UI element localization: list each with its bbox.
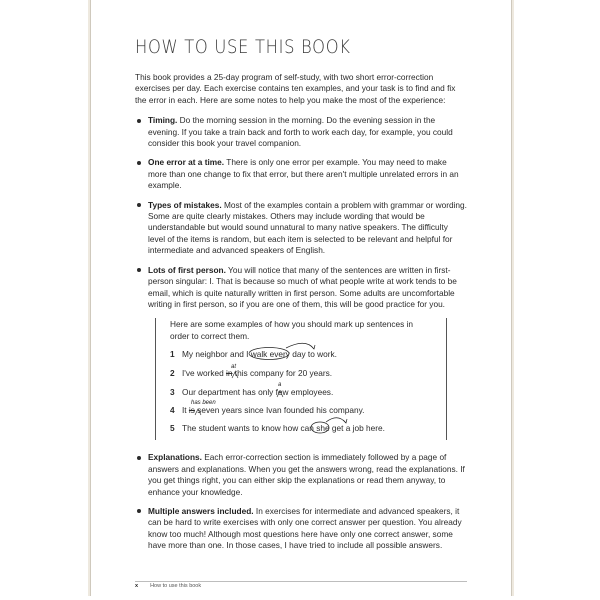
note-heading: One error at a time. (148, 157, 225, 168)
example-row (170, 423, 385, 433)
notes-list (135, 115, 467, 310)
note-text: There is only one error per example. You may need to make more than one change to fix that error, but there aren't multiple unrelated errors in an example. (148, 157, 459, 191)
example-text-post: this company for 20 years. (232, 368, 333, 379)
list-item (135, 452, 467, 498)
examples-intro: Here are some examples of how you should mark up sentences in order to correct them. (170, 319, 414, 341)
page-title: HOW TO USE THIS BOOK (135, 36, 351, 58)
example-row (170, 349, 337, 359)
book-page (90, 0, 512, 596)
example-number: 3 (170, 387, 175, 398)
page-content (135, 36, 467, 560)
list-item (135, 506, 467, 552)
list-item (135, 115, 467, 149)
struck-word: in (226, 368, 233, 379)
note-text: Most of the examples contain a problem with grammar or wording. Some are quite clearly mistakes. Others may include wording that would be understandable but would sound unnatural to many native speakers. The difficulty level of the items is random, but each item is selected to be relevant and helpful for intermediate and advanced speakers of English. (148, 199, 467, 256)
note-text: Each error-correction section is immediately followed by a page of answers and explanations. When you get the answers wrong, read the explanations. If you get things right, you can either skip the explanations or read them anyway, to enhance your knowledge. (148, 452, 465, 497)
example-row (170, 368, 332, 378)
bullet-icon (137, 456, 141, 460)
note-text: In exercises for intermediate and advanced speakers, it can be hard to write exercises with only one correct answer per question. You already know too much! Although most questions here have only one correct answer, some have more than one. In those cases, I have tried to include all possible answers. (148, 505, 462, 551)
note-text: Do the morning session in the morning. Do the evening session in the evening. If you take a train back and forth to work each day, for example, you could consider this book your travel companion. (148, 115, 453, 149)
note-heading: Types of mistakes. (148, 199, 222, 210)
example-row (170, 405, 365, 415)
note-heading: Multiple answers included. (148, 505, 254, 516)
footer-divider (135, 581, 467, 582)
insert-text: a (278, 382, 282, 389)
notes-list-continued (135, 452, 467, 551)
note-heading: Timing. (148, 115, 178, 126)
note-heading: Explanations. (148, 452, 202, 463)
example-row (170, 387, 333, 397)
bullet-icon (137, 509, 141, 513)
example-text: Our department has only few employees. (182, 387, 334, 398)
insert-text: at (231, 364, 237, 371)
bullet-icon (137, 203, 141, 207)
example-text-post: seven years since Ivan founded his company. (194, 405, 365, 416)
list-item (135, 200, 467, 257)
example-text: The student wants to know how can she get a job here. (182, 423, 385, 434)
example-number: 4 (170, 405, 175, 416)
footer-label: How to use this book (150, 583, 202, 589)
list-item (135, 265, 467, 311)
bullet-icon (137, 161, 141, 165)
page-number: x (135, 583, 139, 589)
example-number: 1 (170, 349, 175, 360)
example-text-pre: I've worked (182, 368, 227, 379)
list-item (135, 157, 467, 191)
note-text: You will notice that many of the sentences are written in first-person singular: I. That is because so much of what people write at work tends to be email, which is quite naturally written in first person. Some adults are uncomfortable writing in first person, so if you are one of them, this will be good practice for you. (148, 264, 457, 309)
page-footer (135, 583, 201, 589)
insert-text: has been (191, 400, 216, 407)
example-number: 5 (170, 423, 175, 434)
note-heading: Lots of first person. (148, 264, 226, 275)
bullet-icon (137, 119, 141, 123)
intro-paragraph: This book provides a 25-day program of self-study, with two short error-correction exercises per day. Each exercise contains ten examples, and your task is to find and fix the error in each. Here are some notes to help you make the most of the experience: (135, 72, 456, 105)
example-number: 2 (170, 368, 175, 379)
example-text: My neighbor and I walk every day to work. (182, 349, 337, 360)
example-text-pre: It (182, 405, 189, 416)
examples-box (155, 318, 447, 440)
struck-word: is (188, 405, 195, 416)
bullet-icon (137, 268, 141, 272)
